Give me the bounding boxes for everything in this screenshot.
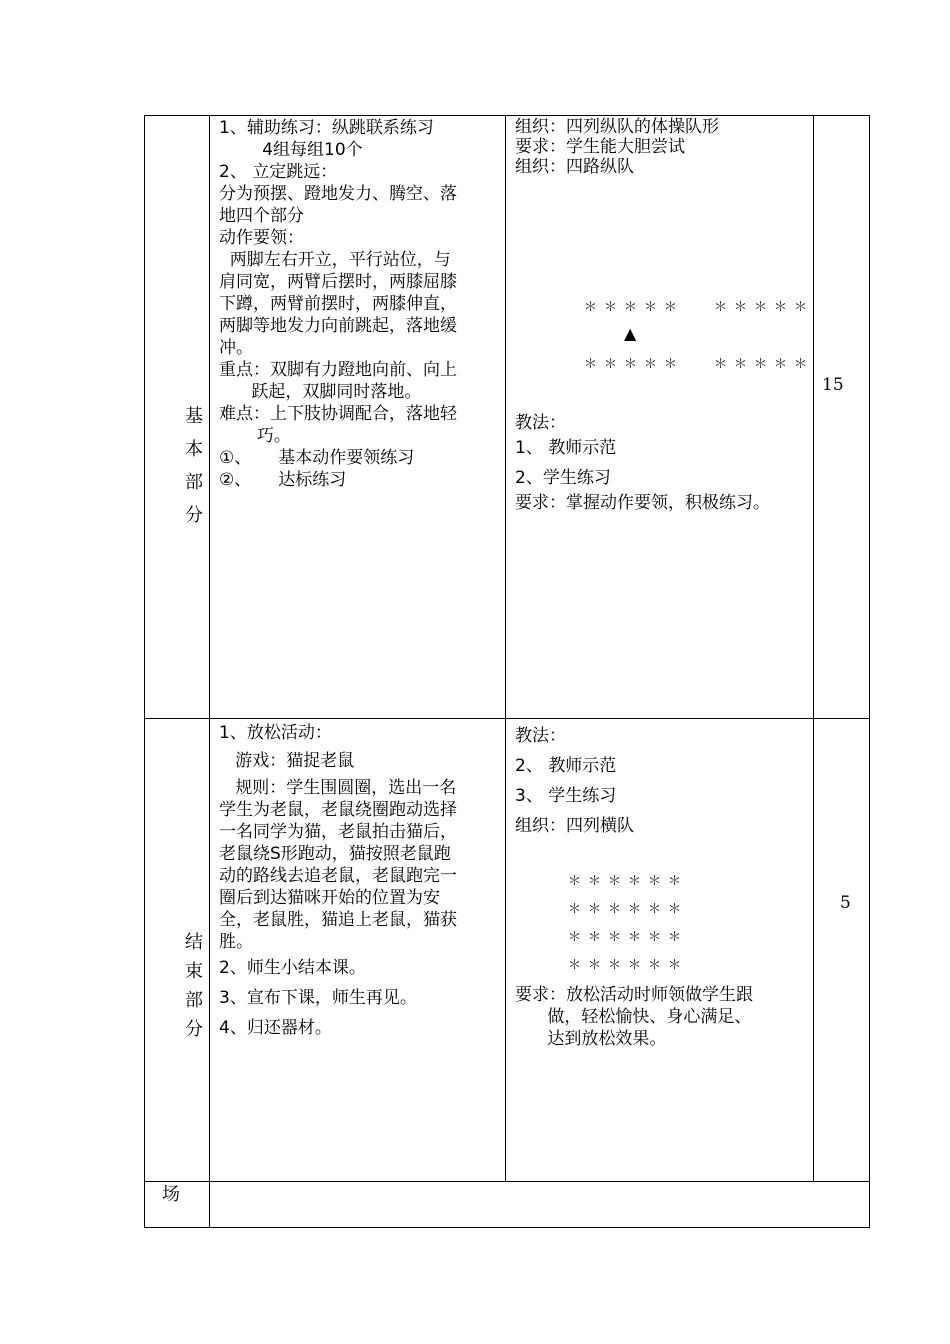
table-border-row1 — [144, 718, 870, 719]
table-border-col3 — [813, 115, 814, 1182]
formation-row-3: ＊＊＊＊＊＊ — [568, 930, 689, 945]
formation-left-row2: ＊＊＊＊＊ — [584, 357, 685, 372]
basic-section-label — [182, 400, 206, 532]
requirement-line: 达到放松效果。 — [515, 1029, 667, 1049]
content-line: 分为预摆、蹬地发力、腾空、落 — [219, 184, 457, 204]
content-line: 4组每组10个 — [219, 140, 363, 160]
ending-section-label — [182, 928, 206, 1044]
content-line: 学生为老鼠，老鼠绕圈跑动选择 — [219, 800, 457, 820]
content-line: 肩同宽，两臂后摆时，两膝屈膝 — [219, 272, 457, 292]
formation-right-row2: ＊＊＊＊＊ — [714, 357, 815, 372]
content-line: 胜。 — [219, 932, 253, 952]
formation-row-4: ＊＊＊＊＊＊ — [568, 958, 689, 973]
formation-row-1: ＊＊＊＊＊＊ — [568, 874, 689, 889]
basic-organization — [515, 117, 719, 177]
table-border-right — [869, 115, 870, 1228]
method-line: 教法： — [515, 413, 566, 433]
content-line: 圈后到达猫咪开始的位置为安 — [219, 888, 440, 908]
content-line: 两脚左右开立，平行站位，与 — [219, 250, 451, 270]
basic-label-char: 本 — [185, 439, 203, 460]
formation-row-2: ＊＊＊＊＊＊ — [568, 902, 689, 917]
content-line: 两脚等地发力向前跳起，落地缓 — [219, 316, 457, 336]
content-line: 重点：双脚有力蹬地向前、向上 — [219, 360, 457, 380]
content-line: 1、放松活动： — [219, 723, 332, 743]
table-border-top — [144, 115, 870, 116]
ending-content — [219, 721, 457, 1043]
table-border-bottom — [144, 1227, 870, 1228]
basic-label-char: 部 — [185, 472, 203, 493]
basic-label-char: 基 — [185, 406, 203, 427]
org-line: 要求：学生能大胆尝试 — [515, 137, 685, 157]
basic-content — [219, 117, 457, 491]
content-line: 3、宣布下课，师生再见。 — [219, 988, 417, 1008]
method-line: 2、 教师示范 — [515, 756, 617, 776]
formation-right-row1: ＊＊＊＊＊ — [714, 300, 815, 315]
content-line: 下蹲，两臂前摆时，两膝伸直， — [219, 294, 457, 314]
content-line: 跃起，双脚同时落地。 — [219, 382, 422, 402]
method-line: 教法： — [515, 726, 566, 746]
basic-label-char: 分 — [185, 505, 203, 526]
content-line: 一名同学为猫，老鼠拍击猫后， — [219, 822, 457, 842]
method-line: 要求：掌握动作要领，积极练习。 — [515, 493, 770, 513]
requirement-line: 做，轻松愉快、身心满足、 — [515, 1007, 752, 1027]
content-line: 地四个部分 — [219, 206, 304, 226]
requirement-line: 要求：放松活动时师领做学生跟 — [515, 985, 753, 1005]
table-border-col2 — [505, 115, 506, 1182]
content-line: 2、 立定跳远： — [219, 162, 338, 182]
content-line: 动作要领： — [219, 228, 304, 248]
formation-left-row1: ＊＊＊＊＊ — [584, 300, 685, 315]
ending-label-char: 结 — [185, 932, 203, 953]
table-border-left — [144, 115, 145, 1228]
method-line: 2、学生练习 — [515, 468, 611, 488]
content-line: 动的路线去追老鼠，老鼠跑完一 — [219, 866, 457, 886]
venue-label: 场 — [162, 1184, 180, 1205]
basic-minutes: 15 — [822, 375, 844, 395]
ending-requirement — [515, 984, 753, 1050]
content-line: 巧。 — [219, 426, 291, 446]
content-line: ①、 基本动作要领练习 — [219, 448, 415, 468]
ending-method — [515, 721, 634, 841]
ending-label-char: 束 — [185, 961, 203, 982]
content-line: 1、辅助练习：纵跳联系练习 — [219, 118, 434, 138]
content-line: 老鼠绕S形跑动，猫按照老鼠跑 — [219, 844, 451, 864]
method-line: 3、 学生练习 — [515, 786, 617, 806]
content-line: 规则：学生围圆圈，选出一名 — [219, 778, 457, 798]
content-line: 难点：上下肢协调配合，落地轻 — [219, 404, 457, 424]
table-border-col1 — [209, 115, 210, 1228]
content-line: 冲。 — [219, 338, 253, 358]
table-border-row2 — [144, 1181, 870, 1182]
method-line: 1、 教师示范 — [515, 438, 617, 458]
method-line: 组织：四列横队 — [515, 816, 634, 836]
org-line: 组织：四列纵队的体操队形 — [515, 117, 719, 137]
ending-minutes: 5 — [840, 893, 851, 913]
basic-method — [515, 413, 770, 513]
teacher-position-icon: ▲ — [624, 324, 637, 343]
org-line: 组织：四路纵队 — [515, 157, 634, 177]
content-line: 全，老鼠胜，猫追上老鼠，猫获 — [219, 910, 457, 930]
content-line: 4、归还器材。 — [219, 1018, 332, 1038]
ending-label-char: 部 — [185, 990, 203, 1011]
ending-label-char: 分 — [185, 1019, 203, 1040]
content-line: ②、 达标练习 — [219, 470, 347, 490]
content-line: 游戏：猫捉老鼠 — [219, 751, 355, 771]
content-line: 2、师生小结本课。 — [219, 958, 366, 978]
